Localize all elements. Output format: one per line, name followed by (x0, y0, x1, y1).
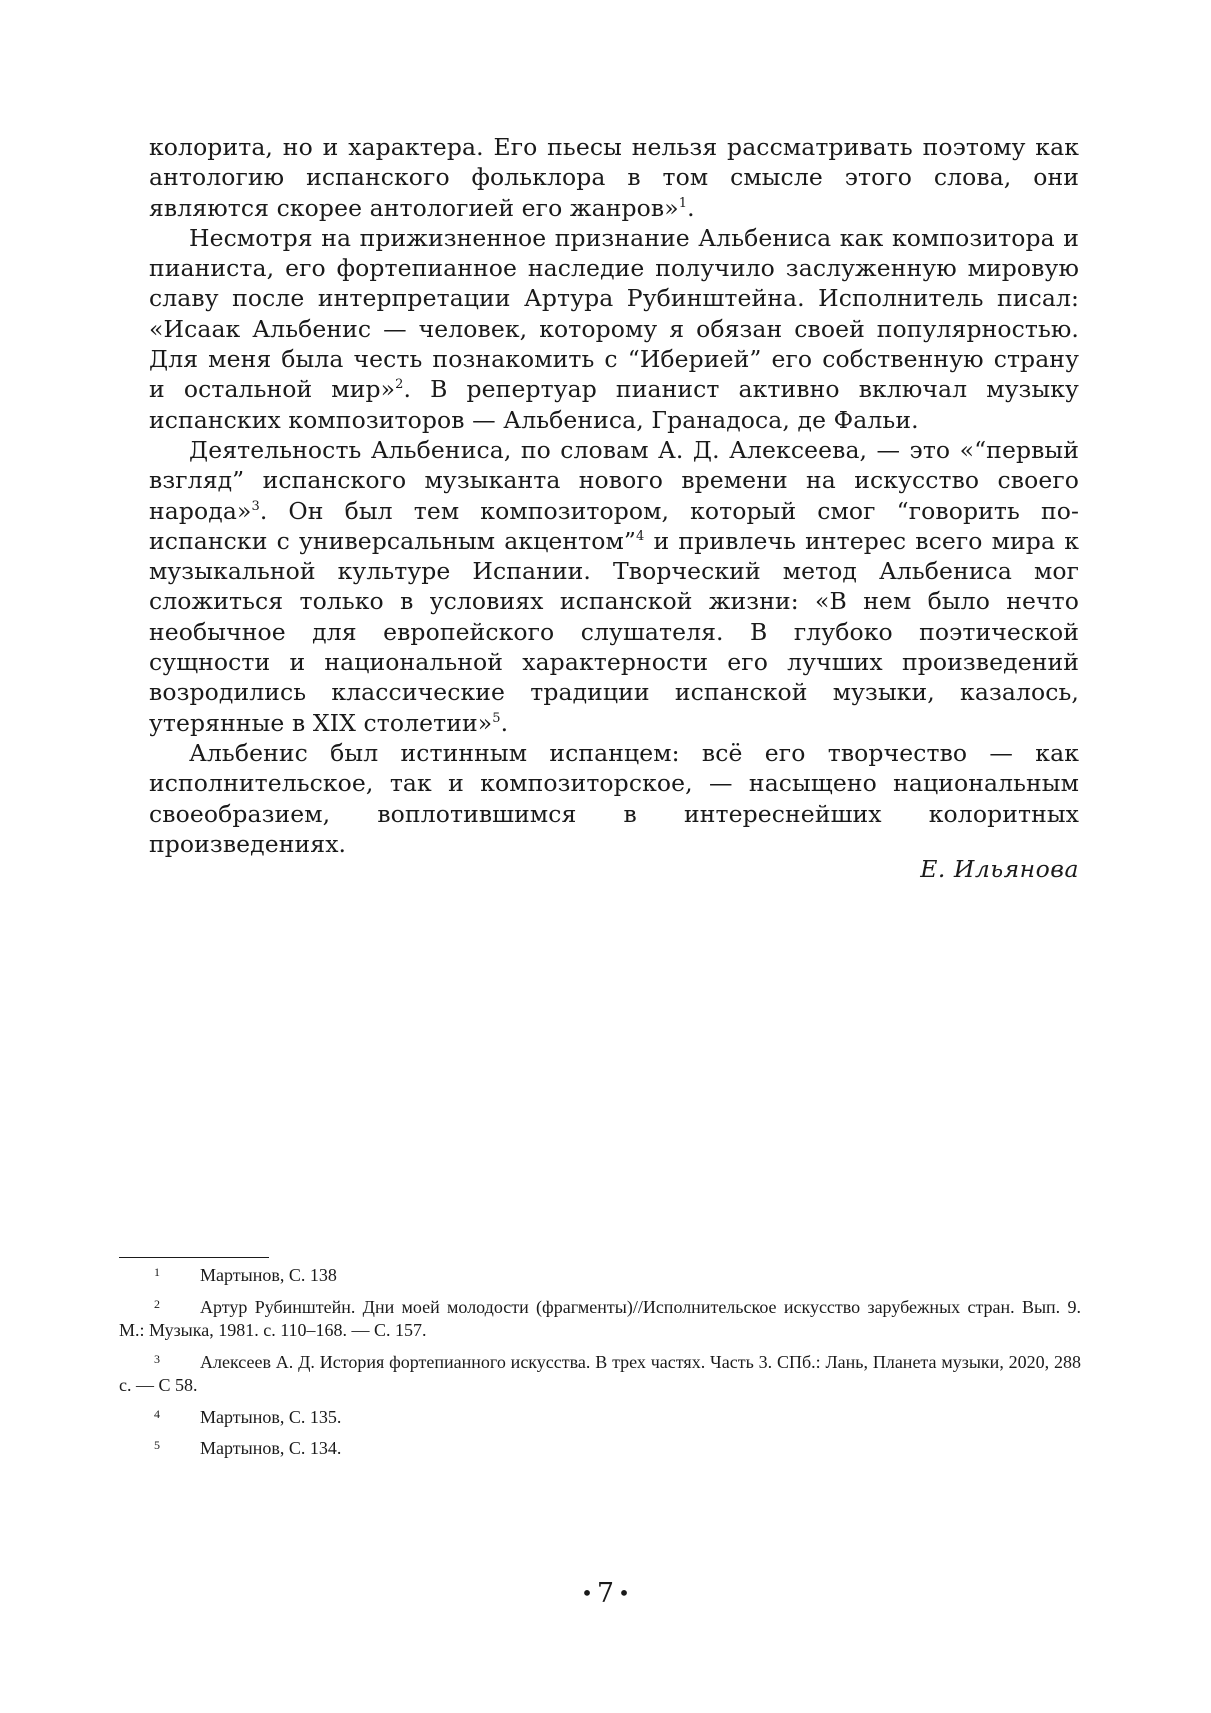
paragraph-3-text-c: и привлечь интерес всего мира к музыкальной культуре Испании. Творческий метод Альбениса мог сложиться только в условиях испанской жизни: «В нем было нечто необычное для европейского слушателя. В глубоко поэтической сущности и национальной характерности его лучших произведений возродились классические традиции испанской музыки, казалось, утерянные в XIX столетии» (149, 526, 1079, 737)
paragraph-3-text-a: Деятельность Альбениса, по словам А. Д. Алексеева, — это «“первый взгляд” испанского музыканта нового времени на искусство своего народа» (149, 435, 1079, 525)
footnote-ref-4[interactable]: 4 (636, 528, 645, 544)
footnote-separator (119, 1257, 269, 1258)
paragraph-1-text: колорита, но и характера. Его пьесы нельзя рассматривать поэтому как антологию испанского фольклора в том смысле этого слова, они являются скорее антологией его жанров» (149, 133, 1079, 222)
paragraph-4 (149, 738, 1079, 859)
paragraph-2-text: Несмотря на прижизненное признание Альбениса как композитора и пианиста, его фортепианное наследие получило заслуженную мировую славу после интерпретации Артура Рубинштейна. Исполнитель писал: «Исаак Альбенис — человек, которому я обязан своей популярностью. Для меня была честь познакомить с “Иберией” его собственную страну и остальной мир» (149, 223, 1079, 404)
paragraph-1-end: . (687, 193, 695, 222)
paragraph-3-text-b: . Он был тем композитором, который смог “говорить по-испански с универсальным акцентом” (149, 496, 1079, 555)
footnote-2: 2 Артур Рубинштейн. Дни моей молодости (фрагменты)//Исполнительское искусство зарубежных стран. Вып. 9. М.: Музыка, 1981. с. 110–168. — С. 157. (119, 1296, 1081, 1340)
footnote-ref-3[interactable]: 3 (251, 498, 260, 514)
footnote-text: Мартынов, С. 135. (200, 1406, 342, 1427)
footnote-text: Алексеев А. Д. История фортепианного искусства. В трех частях. Часть 3. СПб.: Лань, Планета музыки, 2020, 288 с. — С 58. (119, 1351, 1081, 1395)
page-number-bullet-right: • (618, 1581, 630, 1605)
footnote-text: Артур Рубинштейн. Дни моей молодости (фрагменты)//Исполнительское искусство зарубежных стран. Вып. 9. М.: Музыка, 1981. с. 110–168. — С. 157. (119, 1296, 1081, 1340)
paragraph-1 (149, 132, 1079, 223)
paragraph-4-text: Альбенис был истинным испанцем: всё его творчество — как исполнительское, так и композиторское, — насыщено национальным своеобразием, воплотившимся в интереснейших колоритных произведениях. (149, 738, 1079, 858)
footnote-1: 1 Мартынов, С. 138 (154, 1265, 337, 1285)
paragraph-2-end: . В репертуар пианист активно включал музыку испанских композиторов — Альбениса, Гранадоса, де Фальи. (149, 375, 1079, 434)
page-number (0, 1578, 1211, 1609)
footnote-text: Мартынов, С. 134. (200, 1438, 342, 1458)
page-number-value: 7 (596, 1578, 615, 1609)
article-body (149, 132, 1079, 859)
footnote-text: Мартынов, С. 138 (200, 1265, 337, 1285)
footnote-ref-5[interactable]: 5 (492, 710, 501, 726)
paragraph-2 (149, 223, 1079, 435)
author-signature: Е. Ильянова (920, 855, 1079, 883)
paragraph-3 (149, 435, 1079, 738)
footnote-ref-1[interactable]: 1 (678, 195, 688, 211)
page-number-bullet-left: • (581, 1581, 593, 1605)
footnotes-section (119, 1264, 1081, 1469)
paragraph-3-end: . (500, 708, 509, 737)
footnote-ref-2[interactable]: 2 (395, 377, 404, 393)
footnote-4: 4 Мартынов, С. 135. (154, 1406, 342, 1427)
footnote-5: 5 Мартынов, С. 134. (154, 1438, 342, 1458)
footnote-3: 3 Алексеев А. Д. История фортепианного искусства. В трех частях. Часть 3. СПб.: Лань, Планета музыки, 2020, 288 с. — С 58. (119, 1351, 1081, 1395)
